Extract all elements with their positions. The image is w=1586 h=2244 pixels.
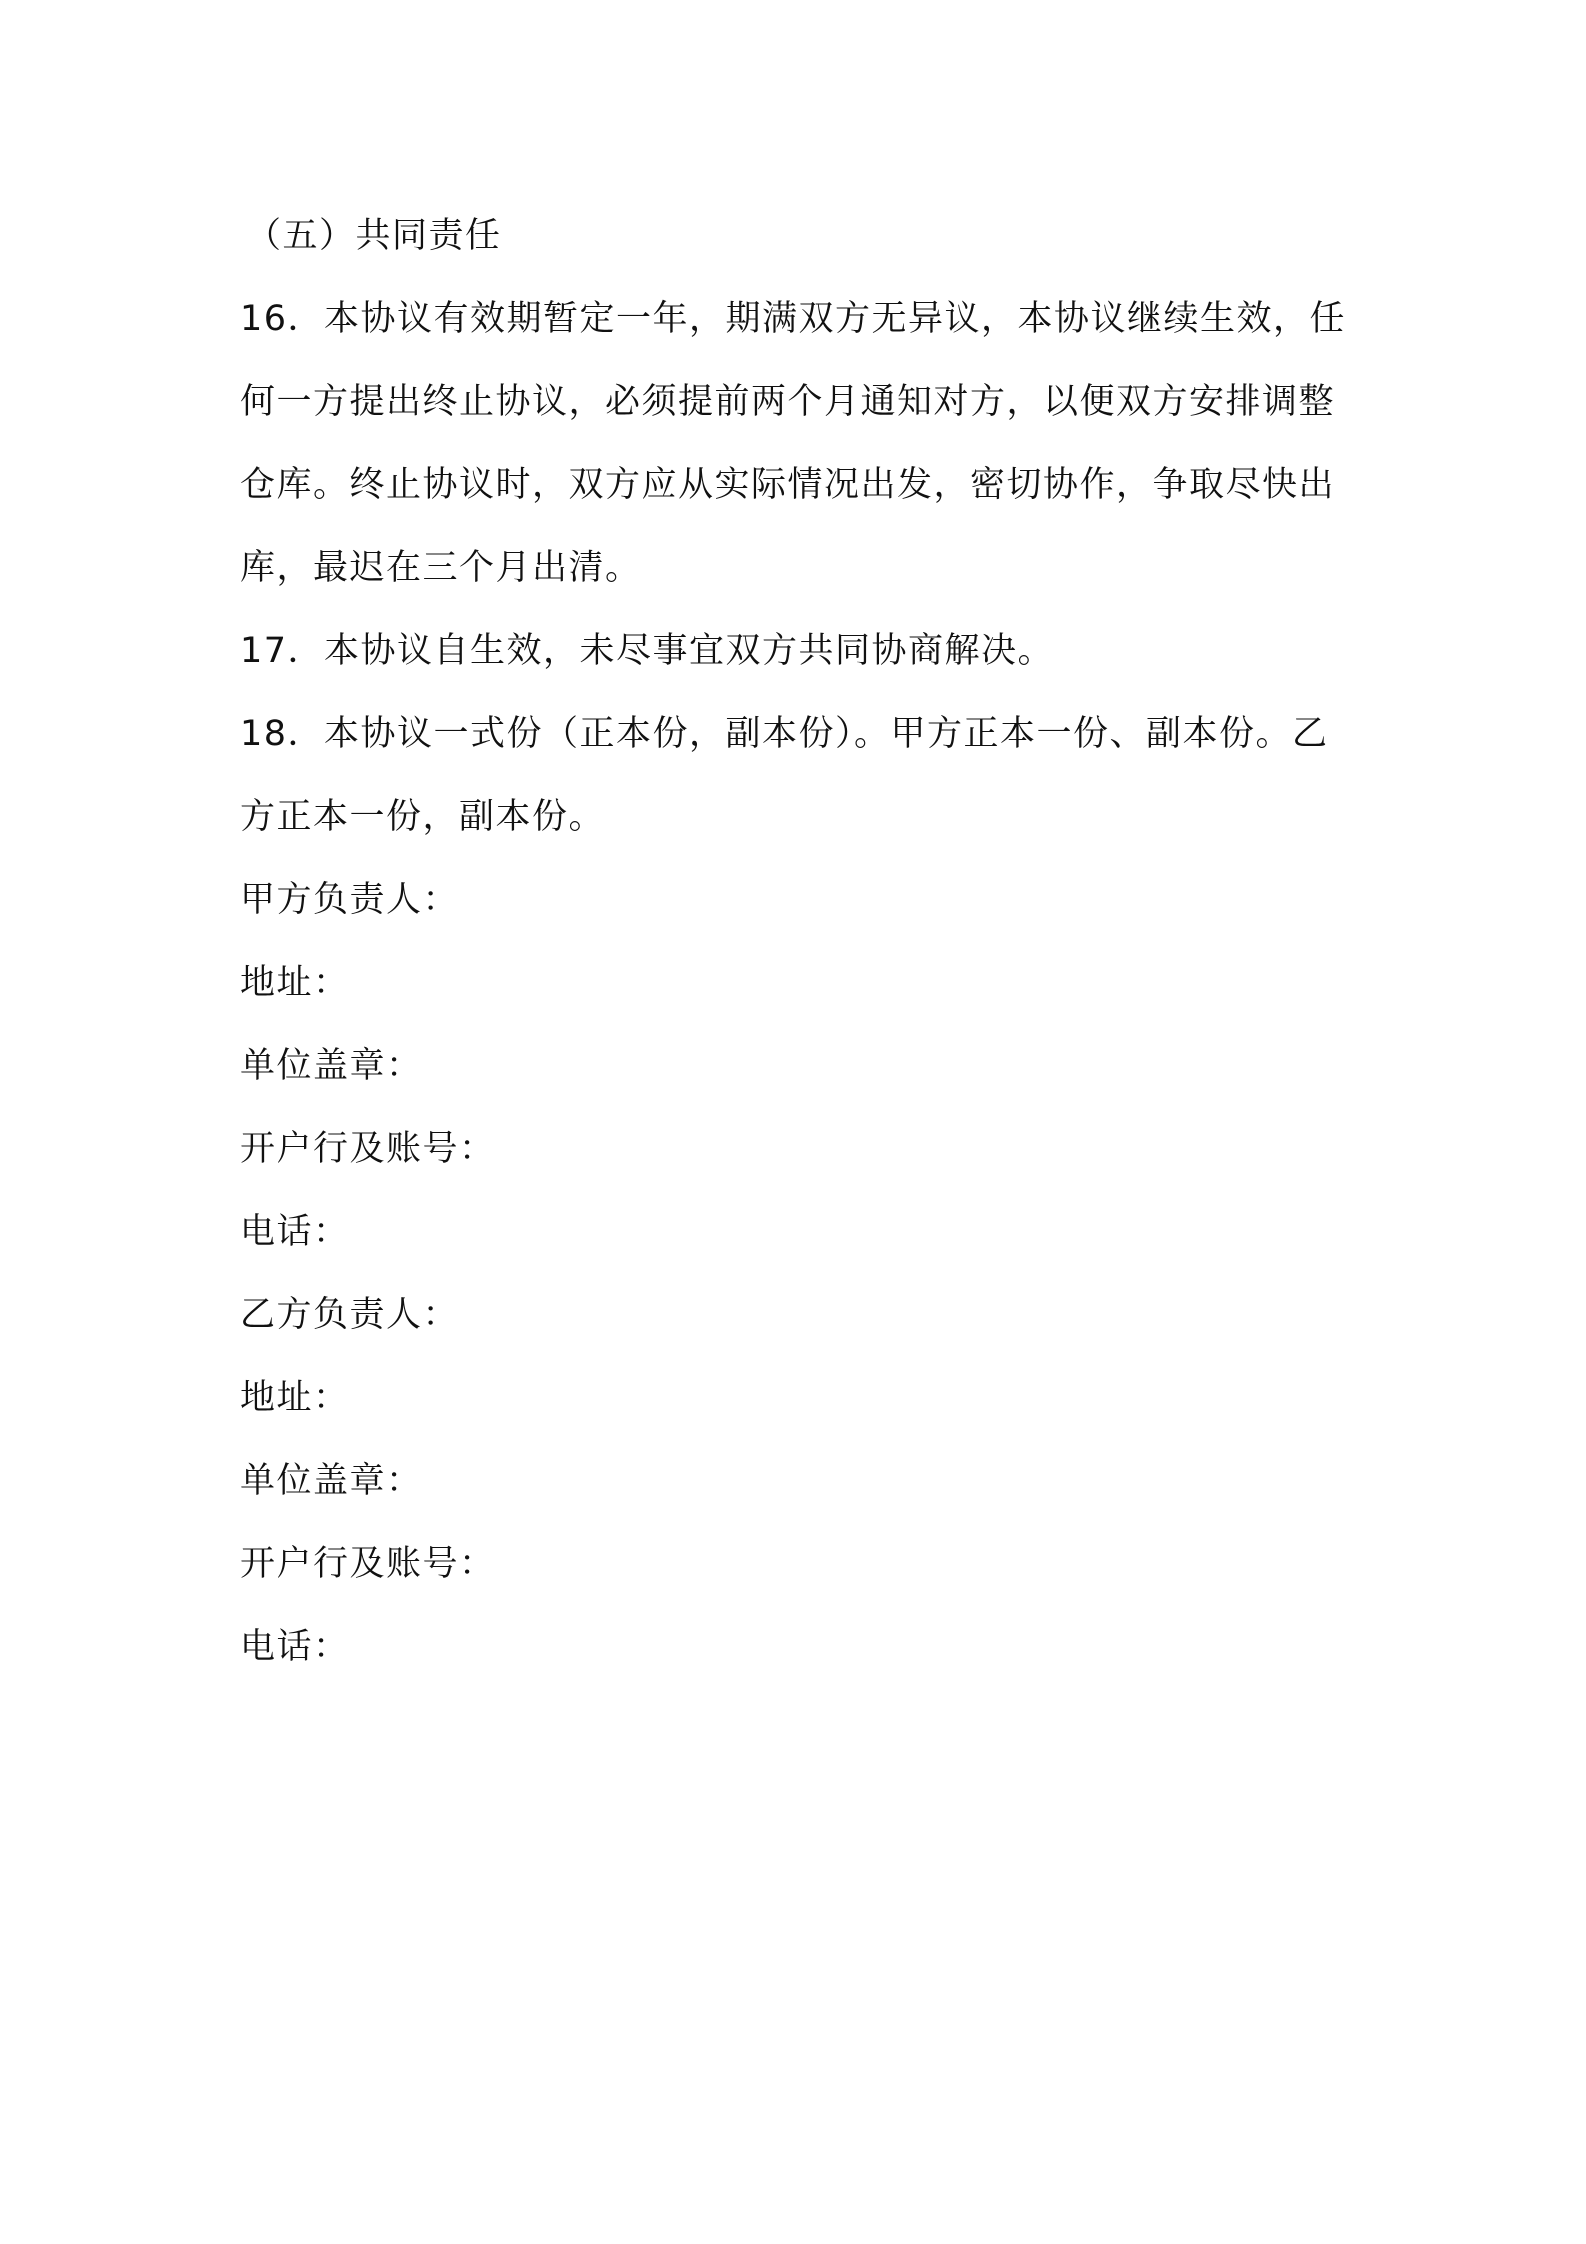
party-b-phone-label: 电话： bbox=[240, 1627, 350, 1667]
party-a-phone-label: 电话： bbox=[240, 1212, 350, 1252]
document-body bbox=[240, 195, 1360, 1689]
party-b-bank-account-label: 开户行及账号： bbox=[240, 1544, 496, 1584]
party-a-signature-block bbox=[240, 859, 1360, 1274]
clause-17: 17．本协议自生效，未尽事宜双方共同协商解决。 bbox=[240, 631, 1055, 671]
party-a-seal-label: 单位盖章： bbox=[240, 1046, 423, 1086]
clause-16-line-1: 16．本协议有效期暂定一年，期满双方无异议，本协议继续生效，任 bbox=[240, 299, 1347, 339]
party-a-bank-account-label: 开户行及账号： bbox=[240, 1129, 496, 1169]
clause-18-line-1: 18．本协议一式份（正本份，副本份）。甲方正本一份、副本份。乙 bbox=[240, 714, 1329, 754]
clause-16-line-4: 库，最迟在三个月出清。 bbox=[240, 548, 642, 588]
clause-16 bbox=[240, 278, 1360, 610]
party-a-responsible-label: 甲方负责人： bbox=[240, 880, 460, 920]
party-b-responsible-label: 乙方负责人： bbox=[240, 1295, 460, 1335]
clause-18 bbox=[240, 693, 1360, 859]
party-b-signature-block bbox=[240, 1274, 1360, 1689]
clause-16-line-3: 仓库。终止协议时，双方应从实际情况出发，密切协作，争取尽快出 bbox=[240, 465, 1336, 505]
clause-18-line-2: 方正本一份，副本份。 bbox=[240, 797, 606, 837]
party-b-address-label: 地址： bbox=[240, 1378, 350, 1418]
clause-16-line-2: 何一方提出终止协议，必须提前两个月通知对方，以便双方安排调整 bbox=[240, 382, 1336, 422]
section-title: （五）共同责任 bbox=[246, 216, 502, 256]
party-b-seal-label: 单位盖章： bbox=[240, 1461, 423, 1501]
party-a-address-label: 地址： bbox=[240, 963, 350, 1003]
